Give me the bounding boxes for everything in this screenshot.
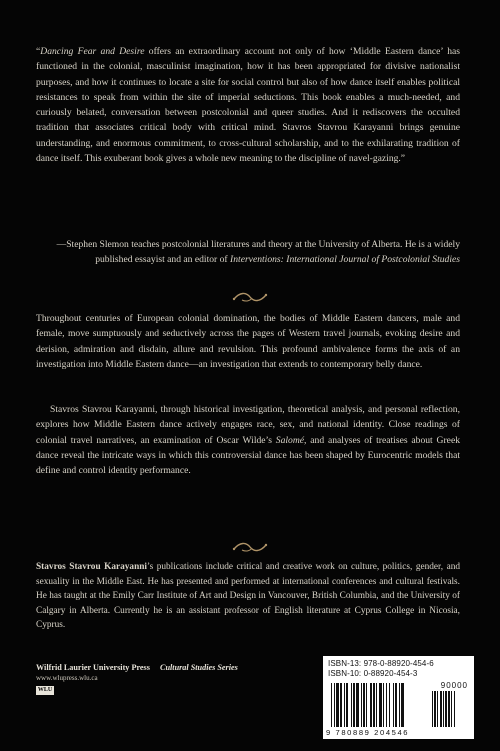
endorsement-text: offers an extraordinary account not only of how ‘Middle Eastern dance’ has functioned in the colonial, masculinist imagination, how it has been appropriated for divisive nationalist purposes, and how it continues to locate a site for social control but also of how dance itself enables political resistances to speak from within the site of imperial seductions. This book enables a much-needed, and curiously belated, conversation between postcolonial and queer studies. And it rediscovers the occulted tradition that associates critical body with critical mind. Stavros Stavrou Karayanni brings genuine understanding, and enormous commitment, to cross-cultural scholarship, and to the exhilarating tradition of dance itself. This exuberant book gives a whole new meaning to the discipline of navel-gazing.”: [36, 46, 461, 165]
journal-title: Interventions: International Journal of Postcolonial Studies: [230, 254, 460, 266]
description-text-a: Stavros Stavrou Karayanni, through historical investigation, theoretical analysis, and personal reflection, explores how Middle Eastern dance actively engages race, sex, and national identity. Close readings of colonial travel narratives, an examination of Oscar Wilde’s: [36, 404, 460, 446]
ornament-divider-icon: [230, 290, 270, 304]
price-code: 90000: [440, 681, 468, 690]
barcode-number: 9 780889 204546: [326, 728, 410, 737]
salome-title: Salomé: [275, 434, 305, 446]
author-name: Stavros Stavrou Karayanni: [36, 562, 147, 572]
endorsement-quote: “Dancing Fear and Desire offers an extraordinary account not only of how ‘Middle Eastern dance’ has functioned in the colonial, masculinist imagination, how it has been appropriated for divisive nationalist purposes, and how it continues to locate a site for social control but also of how dance itself enables political resistances to speak from within the site of imperial seductions. This book enables a much-needed, and curiously belated, conversation between postcolonial and queer studies. And it rediscovers the occulted tradition that associates critical body with critical mind. Stavros Stavrou Karayanni brings genuine understanding, and enormous commitment, to cross-cultural scholarship, and to the exhilarating tradition of dance itself. This exuberant book gives a whole new meaning to the discipline of navel-gazing.”: [36, 46, 461, 165]
publisher-logo-icon: WLU: [37, 687, 53, 693]
description-text-b: , and analyses of treatises about Greek dance reveal the intricate ways in which this controversial dance has been shaped by Eurocentric models that define and control identity performance.: [36, 434, 460, 477]
isbn-10: ISBN-10: 0-88920-454-3: [328, 669, 418, 678]
publisher-url: www.wlupress.wlu.ca: [36, 674, 98, 682]
series-name: Cultural Studies Series: [160, 663, 238, 672]
endorsement-attribution: [36, 237, 460, 268]
book-title-italic: Dancing Fear and Desire: [40, 46, 145, 57]
isbn-13: ISBN-13: 978-0-88920-454-6: [328, 659, 434, 668]
author-bio-text: ’s publications include critical and creative work on culture, politics, gender, and sexuality in the Middle East. He has presented and performed at international conferences and cultural festivals. He has taught at the Emily Carr Institute of Art and Design in Vancouver, British Columbia, and the University of Calgary in Alberta. Currently he is an assistant professor of English literature at Cyprus College in Nicosia, Cyprus.: [36, 562, 460, 631]
publisher-name: Wilfrid Laurier University Press: [36, 663, 150, 672]
description-paragraph-2: [36, 402, 460, 478]
description-paragraph-1: Throughout centuries of European colonial domination, the bodies of Middle Eastern dancers, male and female, move sumptuously and seductively across the pages of Western travel journals, evoking desire and derision, admiration and disdain, allure and revulsion. This profound ambivalence forms the axis of an investigation into Middle Eastern dance—an investigation that extends to contemporary belly dance.: [36, 313, 460, 370]
attribution-text: —Stephen Slemon teaches postcolonial literatures and theory at the University of Alberta. He is a widely published essayist and an editor of: [56, 239, 460, 266]
ornament-divider-icon: [230, 540, 270, 554]
barcode-bars-icon: [328, 683, 469, 729]
barcode-panel: [323, 656, 474, 739]
author-bio: [36, 560, 460, 633]
